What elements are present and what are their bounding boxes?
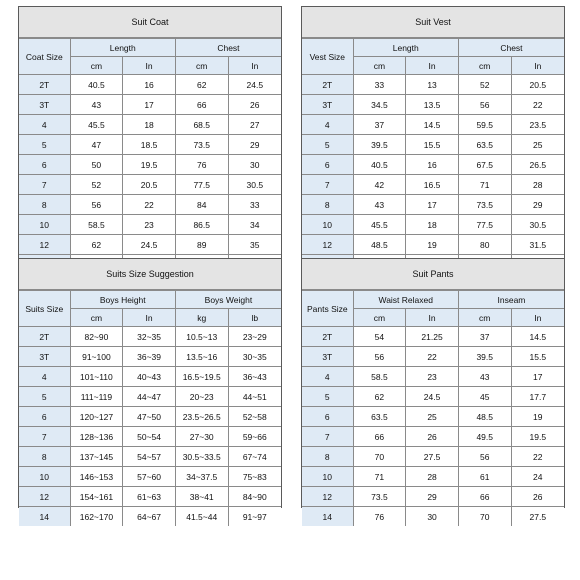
value-cell: 57~60 xyxy=(123,467,176,487)
value-cell: 63.5 xyxy=(458,135,511,155)
value-cell: 23 xyxy=(123,215,176,235)
size-cell: 10 xyxy=(302,215,353,235)
value-cell: 13.5 xyxy=(406,95,459,115)
value-cell: 15.5 xyxy=(511,347,564,367)
value-cell: 154~161 xyxy=(70,487,123,507)
table-row xyxy=(302,75,564,95)
value-cell: 37 xyxy=(458,327,511,347)
value-cell: 66 xyxy=(458,487,511,507)
value-cell: 13.5~16 xyxy=(175,347,228,367)
value-cell: 16.5 xyxy=(406,175,459,195)
value-cell: 43 xyxy=(70,95,123,115)
table-row xyxy=(302,115,564,135)
table-row xyxy=(19,347,281,367)
size-cell: 6 xyxy=(302,407,353,427)
unit-header: In xyxy=(123,57,176,75)
size-cell: 14 xyxy=(302,507,353,527)
value-cell: 25 xyxy=(511,135,564,155)
table-row xyxy=(19,507,281,527)
value-cell: 30~35 xyxy=(228,347,281,367)
value-cell: 49.5 xyxy=(458,427,511,447)
table-row xyxy=(302,507,564,527)
suit-vest-panel xyxy=(301,6,565,258)
value-cell: 137~145 xyxy=(70,447,123,467)
value-cell: 27.5 xyxy=(406,447,459,467)
table-title: Suits Size Suggestion xyxy=(19,259,281,290)
value-cell: 76 xyxy=(175,155,228,175)
value-cell: 34.5 xyxy=(353,95,406,115)
value-cell: 26 xyxy=(228,95,281,115)
unit-header: In xyxy=(228,57,281,75)
table-row xyxy=(19,387,281,407)
value-cell: 48.5 xyxy=(353,235,406,255)
value-cell: 45 xyxy=(458,387,511,407)
value-cell: 56 xyxy=(458,447,511,467)
value-cell: 82~90 xyxy=(70,327,123,347)
value-cell: 20.5 xyxy=(511,75,564,95)
table-row xyxy=(19,487,281,507)
value-cell: 70 xyxy=(458,507,511,527)
size-cell: 2T xyxy=(19,327,70,347)
value-cell: 16 xyxy=(406,155,459,175)
size-table xyxy=(19,38,281,274)
unit-header: In xyxy=(406,57,459,75)
size-cell: 5 xyxy=(19,387,70,407)
value-cell: 21.25 xyxy=(406,327,459,347)
table-row xyxy=(19,447,281,467)
value-cell: 162~170 xyxy=(70,507,123,527)
value-cell: 22 xyxy=(511,95,564,115)
value-cell: 16.5~19.5 xyxy=(175,367,228,387)
size-cell: 3T xyxy=(19,347,70,367)
value-cell: 23 xyxy=(406,367,459,387)
size-cell: 10 xyxy=(302,467,353,487)
column-group-header: Boys Height xyxy=(70,291,175,309)
value-cell: 43 xyxy=(353,195,406,215)
value-cell: 20~23 xyxy=(175,387,228,407)
size-cell: 12 xyxy=(302,235,353,255)
table-row xyxy=(19,175,281,195)
size-cell: 6 xyxy=(19,155,70,175)
size-cell: 6 xyxy=(302,155,353,175)
value-cell: 91~100 xyxy=(70,347,123,367)
value-cell: 15.5 xyxy=(406,135,459,155)
size-table xyxy=(302,38,564,274)
size-cell: 6 xyxy=(19,407,70,427)
value-cell: 52~58 xyxy=(228,407,281,427)
unit-header: In xyxy=(511,309,564,327)
table-row xyxy=(302,95,564,115)
value-cell: 54~57 xyxy=(123,447,176,467)
unit-header: cm xyxy=(70,57,123,75)
value-cell: 50~54 xyxy=(123,427,176,447)
value-cell: 63.5 xyxy=(353,407,406,427)
value-cell: 33 xyxy=(353,75,406,95)
unit-header: lb xyxy=(228,309,281,327)
value-cell: 61~63 xyxy=(123,487,176,507)
value-cell: 40.5 xyxy=(70,75,123,95)
value-cell: 27 xyxy=(228,115,281,135)
row-header-label: Coat Size xyxy=(19,39,70,75)
size-table xyxy=(302,290,564,526)
unit-header: cm xyxy=(353,57,406,75)
table-row xyxy=(302,427,564,447)
value-cell: 77.5 xyxy=(175,175,228,195)
row-header-label: Suits Size xyxy=(19,291,70,327)
value-cell: 44~51 xyxy=(228,387,281,407)
value-cell: 56 xyxy=(458,95,511,115)
table-row xyxy=(302,195,564,215)
table-row xyxy=(302,407,564,427)
value-cell: 25 xyxy=(406,407,459,427)
column-group-header: Boys Weight xyxy=(175,291,281,309)
table-row xyxy=(302,387,564,407)
table-row xyxy=(302,215,564,235)
size-cell: 10 xyxy=(19,467,70,487)
table-title: Suit Coat xyxy=(19,7,281,38)
table-row xyxy=(19,135,281,155)
value-cell: 20.5 xyxy=(123,175,176,195)
value-cell: 40~43 xyxy=(123,367,176,387)
value-cell: 50 xyxy=(70,155,123,175)
value-cell: 28 xyxy=(406,467,459,487)
value-cell: 36~39 xyxy=(123,347,176,367)
table-row xyxy=(19,235,281,255)
value-cell: 59~66 xyxy=(228,427,281,447)
column-group-header: Chest xyxy=(175,39,281,57)
column-group-header: Length xyxy=(70,39,175,57)
size-cell: 10 xyxy=(19,215,70,235)
value-cell: 76 xyxy=(353,507,406,527)
value-cell: 52 xyxy=(458,75,511,95)
table-row xyxy=(19,115,281,135)
value-cell: 10.5~13 xyxy=(175,327,228,347)
value-cell: 48.5 xyxy=(458,407,511,427)
value-cell: 19 xyxy=(406,235,459,255)
value-cell: 45.5 xyxy=(70,115,123,135)
value-cell: 56 xyxy=(70,195,123,215)
value-cell: 14.5 xyxy=(406,115,459,135)
value-cell: 52 xyxy=(70,175,123,195)
value-cell: 27.5 xyxy=(511,507,564,527)
table-row xyxy=(302,155,564,175)
value-cell: 62 xyxy=(70,235,123,255)
size-cell: 14 xyxy=(19,507,70,527)
value-cell: 37 xyxy=(353,115,406,135)
table-row xyxy=(302,447,564,467)
value-cell: 43 xyxy=(458,367,511,387)
unit-header: kg xyxy=(175,309,228,327)
value-cell: 39.5 xyxy=(458,347,511,367)
unit-header: cm xyxy=(70,309,123,327)
value-cell: 45.5 xyxy=(353,215,406,235)
value-cell: 36~43 xyxy=(228,367,281,387)
unit-header: In xyxy=(406,309,459,327)
value-cell: 61 xyxy=(458,467,511,487)
value-cell: 66 xyxy=(353,427,406,447)
header-row xyxy=(302,39,564,57)
row-header-label: Vest Size xyxy=(302,39,353,75)
size-cell: 2T xyxy=(302,75,353,95)
value-cell: 17 xyxy=(511,367,564,387)
table-title: Suit Vest xyxy=(302,7,564,38)
value-cell: 80 xyxy=(458,235,511,255)
header-row xyxy=(19,291,281,309)
value-cell: 34~37.5 xyxy=(175,467,228,487)
value-cell: 39.5 xyxy=(353,135,406,155)
value-cell: 29 xyxy=(511,195,564,215)
value-cell: 41.5~44 xyxy=(175,507,228,527)
table-row xyxy=(19,467,281,487)
value-cell: 40.5 xyxy=(353,155,406,175)
value-cell: 73.5 xyxy=(458,195,511,215)
table-row xyxy=(302,347,564,367)
value-cell: 62 xyxy=(175,75,228,95)
size-cell: 8 xyxy=(302,195,353,215)
value-cell: 89 xyxy=(175,235,228,255)
size-cell: 12 xyxy=(19,235,70,255)
table-row xyxy=(302,235,564,255)
value-cell: 29 xyxy=(406,487,459,507)
value-cell: 73.5 xyxy=(175,135,228,155)
value-cell: 34 xyxy=(228,215,281,235)
value-cell: 58.5 xyxy=(353,367,406,387)
size-cell: 2T xyxy=(302,327,353,347)
value-cell: 42 xyxy=(353,175,406,195)
value-cell: 18.5 xyxy=(123,135,176,155)
size-cell: 3T xyxy=(19,95,70,115)
value-cell: 68.5 xyxy=(175,115,228,135)
size-cell: 8 xyxy=(302,447,353,467)
table-row xyxy=(19,95,281,115)
column-group-header: Waist Relaxed xyxy=(353,291,458,309)
unit-header: In xyxy=(511,57,564,75)
value-cell: 44~47 xyxy=(123,387,176,407)
table-row xyxy=(19,155,281,175)
value-cell: 31.5 xyxy=(511,235,564,255)
value-cell: 17.7 xyxy=(511,387,564,407)
value-cell: 14.5 xyxy=(511,327,564,347)
value-cell: 22 xyxy=(511,447,564,467)
unit-header: cm xyxy=(458,309,511,327)
table-row xyxy=(19,75,281,95)
size-cell: 5 xyxy=(302,387,353,407)
value-cell: 101~110 xyxy=(70,367,123,387)
value-cell: 67~74 xyxy=(228,447,281,467)
size-cell: 7 xyxy=(19,427,70,447)
value-cell: 30 xyxy=(406,507,459,527)
unit-header: cm xyxy=(353,309,406,327)
value-cell: 30.5 xyxy=(511,215,564,235)
value-cell: 19 xyxy=(511,407,564,427)
size-cell: 5 xyxy=(302,135,353,155)
value-cell: 17 xyxy=(406,195,459,215)
value-cell: 27~30 xyxy=(175,427,228,447)
value-cell: 75~83 xyxy=(228,467,281,487)
value-cell: 32~35 xyxy=(123,327,176,347)
suits-size-suggestion-panel xyxy=(18,258,282,522)
value-cell: 19.5 xyxy=(123,155,176,175)
value-cell: 47~50 xyxy=(123,407,176,427)
value-cell: 29 xyxy=(228,135,281,155)
value-cell: 16 xyxy=(123,75,176,95)
value-cell: 47 xyxy=(70,135,123,155)
unit-header: cm xyxy=(175,57,228,75)
table-row xyxy=(19,195,281,215)
value-cell: 38~41 xyxy=(175,487,228,507)
value-cell: 120~127 xyxy=(70,407,123,427)
value-cell: 70 xyxy=(353,447,406,467)
value-cell: 22 xyxy=(123,195,176,215)
size-cell: 8 xyxy=(19,447,70,467)
size-cell: 4 xyxy=(19,367,70,387)
value-cell: 24 xyxy=(511,467,564,487)
value-cell: 64~67 xyxy=(123,507,176,527)
size-cell: 3T xyxy=(302,95,353,115)
column-group-header: Length xyxy=(353,39,458,57)
value-cell: 26.5 xyxy=(511,155,564,175)
size-cell: 7 xyxy=(19,175,70,195)
value-cell: 67.5 xyxy=(458,155,511,175)
value-cell: 128~136 xyxy=(70,427,123,447)
value-cell: 77.5 xyxy=(458,215,511,235)
size-cell: 4 xyxy=(302,115,353,135)
value-cell: 86.5 xyxy=(175,215,228,235)
value-cell: 111~119 xyxy=(70,387,123,407)
header-row xyxy=(302,291,564,309)
size-table xyxy=(19,290,281,526)
value-cell: 13 xyxy=(406,75,459,95)
size-cell: 4 xyxy=(19,115,70,135)
value-cell: 54 xyxy=(353,327,406,347)
size-cell: 2T xyxy=(19,75,70,95)
value-cell: 91~97 xyxy=(228,507,281,527)
value-cell: 58.5 xyxy=(70,215,123,235)
value-cell: 28 xyxy=(511,175,564,195)
table-row xyxy=(19,407,281,427)
table-row xyxy=(19,367,281,387)
table-row xyxy=(302,327,564,347)
value-cell: 71 xyxy=(458,175,511,195)
table-row xyxy=(302,175,564,195)
value-cell: 66 xyxy=(175,95,228,115)
value-cell: 35 xyxy=(228,235,281,255)
table-row xyxy=(19,215,281,235)
value-cell: 30 xyxy=(228,155,281,175)
table-row xyxy=(302,367,564,387)
value-cell: 24.5 xyxy=(228,75,281,95)
value-cell: 18 xyxy=(406,215,459,235)
size-cell: 5 xyxy=(19,135,70,155)
value-cell: 30.5 xyxy=(228,175,281,195)
table-row xyxy=(302,487,564,507)
value-cell: 19.5 xyxy=(511,427,564,447)
suit-coat-panel xyxy=(18,6,282,258)
table-row xyxy=(302,135,564,155)
value-cell: 18 xyxy=(123,115,176,135)
value-cell: 62 xyxy=(353,387,406,407)
value-cell: 23.5 xyxy=(511,115,564,135)
size-cell: 8 xyxy=(19,195,70,215)
value-cell: 17 xyxy=(123,95,176,115)
size-cell: 7 xyxy=(302,427,353,447)
table-row xyxy=(19,327,281,347)
unit-header: In xyxy=(123,309,176,327)
value-cell: 26 xyxy=(406,427,459,447)
table-row xyxy=(302,467,564,487)
value-cell: 84 xyxy=(175,195,228,215)
value-cell: 23.5~26.5 xyxy=(175,407,228,427)
table-row xyxy=(19,427,281,447)
table-title: Suit Pants xyxy=(302,259,564,290)
unit-header: cm xyxy=(458,57,511,75)
suit-pants-panel xyxy=(301,258,565,522)
value-cell: 33 xyxy=(228,195,281,215)
value-cell: 23~29 xyxy=(228,327,281,347)
value-cell: 24.5 xyxy=(406,387,459,407)
value-cell: 71 xyxy=(353,467,406,487)
size-cell: 7 xyxy=(302,175,353,195)
size-cell: 12 xyxy=(302,487,353,507)
value-cell: 59.5 xyxy=(458,115,511,135)
size-cell: 3T xyxy=(302,347,353,367)
column-group-header: Inseam xyxy=(458,291,564,309)
value-cell: 30.5~33.5 xyxy=(175,447,228,467)
value-cell: 73.5 xyxy=(353,487,406,507)
header-row xyxy=(19,39,281,57)
value-cell: 146~153 xyxy=(70,467,123,487)
value-cell: 84~90 xyxy=(228,487,281,507)
value-cell: 22 xyxy=(406,347,459,367)
value-cell: 56 xyxy=(353,347,406,367)
size-cell: 12 xyxy=(19,487,70,507)
column-group-header: Chest xyxy=(458,39,564,57)
value-cell: 26 xyxy=(511,487,564,507)
row-header-label: Pants Size xyxy=(302,291,353,327)
value-cell: 24.5 xyxy=(123,235,176,255)
size-cell: 4 xyxy=(302,367,353,387)
